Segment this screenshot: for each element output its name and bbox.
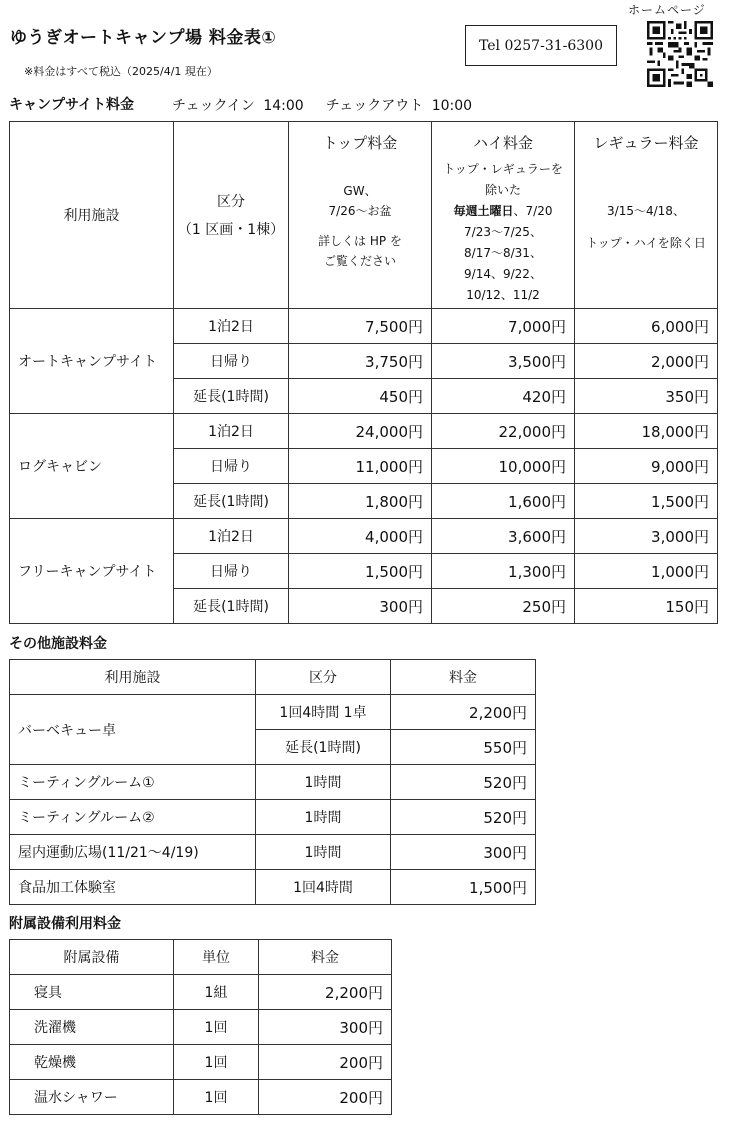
equipment-header-row: [10, 940, 392, 975]
top-price-cell: 300円: [289, 589, 432, 624]
facility-name: ログキャビン: [10, 414, 174, 519]
other-kubun-cell: 1回4時間: [256, 870, 391, 905]
regular-price-cell: 150円: [575, 589, 718, 624]
regular-note-line: トップ・ハイを除く日: [586, 236, 706, 250]
equipment-item-header: 附属設備: [10, 940, 174, 975]
top-price-title: トップ料金: [322, 134, 398, 152]
equipment-item: 寝具: [10, 975, 174, 1010]
other-facility-name: ミーティングルーム①: [10, 765, 256, 800]
facility-name: オートキャンプサイト: [10, 309, 174, 414]
high-note-line: 除いた: [484, 183, 521, 197]
high-price-cell: 7,000円: [432, 309, 575, 344]
other-price-cell: 300円: [391, 835, 536, 870]
top-note-line: GW、: [343, 184, 377, 198]
campsite-price-table: [9, 121, 718, 624]
high-price-title: ハイ料金: [472, 134, 533, 152]
high-note-line: 8/17～8/31、: [464, 246, 542, 260]
high-price-cell: 3,500円: [432, 344, 575, 379]
other-facility-table: [9, 659, 536, 905]
other-kubun-cell: 1回4時間 1卓: [256, 695, 391, 730]
checkin-checkout: [172, 95, 494, 115]
other-facility-name: 食品加工体験室: [10, 870, 256, 905]
tax-note: ※料金はすべて税込（2025/4/1 現在）: [24, 65, 218, 78]
bbq-name: バーベキュー卓: [10, 695, 256, 765]
equipment-unit: 1回: [174, 1010, 259, 1045]
qr-code-icon[interactable]: [647, 21, 713, 87]
equipment-unit: 1回: [174, 1045, 259, 1080]
equipment-item: 洗濯機: [10, 1010, 174, 1045]
kubun-header-line1: 区分: [217, 194, 245, 210]
regular-price-cell: 1,000円: [575, 554, 718, 589]
other-heading: その他施設料金: [9, 636, 107, 652]
checkin-time: チェックイン 14:00: [172, 98, 304, 114]
high-note-line: トップ・レギュラーを: [443, 162, 563, 176]
equipment-unit: 1組: [174, 975, 259, 1010]
equipment-price: 200円: [259, 1080, 392, 1115]
campsite-heading: キャンプサイト料金: [9, 97, 135, 113]
high-note-line: 9/14、9/22、: [464, 267, 542, 281]
top-price-cell: 7,500円: [289, 309, 432, 344]
equipment-item: 温水シャワー: [10, 1080, 174, 1115]
table-row: [10, 695, 536, 730]
high-note-line: 10/12、11/2: [466, 288, 540, 302]
kubun-header: [174, 122, 289, 309]
regular-price-header: [575, 122, 718, 309]
checkout-time: チェックアウト 10:00: [325, 98, 473, 114]
other-facility-name: 屋内運動広場(11/21～4/19): [10, 835, 256, 870]
regular-price-note: [575, 195, 717, 259]
top-price-cell: 11,000円: [289, 449, 432, 484]
kubun-header-line2: （1 区画・1棟）: [177, 222, 285, 238]
facility-header: 利用施設: [10, 122, 174, 309]
equipment-item: 乾燥機: [10, 1045, 174, 1080]
high-note-text: 、7/20: [513, 204, 553, 218]
equipment-unit-header: 単位: [174, 940, 259, 975]
table-row: [10, 870, 536, 905]
top-note-line: 詳しくは HP を: [318, 234, 402, 248]
high-price-cell: 10,000円: [432, 449, 575, 484]
regular-price-cell: 18,000円: [575, 414, 718, 449]
other-price-cell: 2,200円: [391, 695, 536, 730]
equipment-price: 300円: [259, 1010, 392, 1045]
top-price-cell: 4,000円: [289, 519, 432, 554]
top-price-note: [289, 181, 431, 271]
equipment-heading: 附属設備利用料金: [9, 916, 121, 932]
other-facility-name: ミーティングルーム②: [10, 800, 256, 835]
other-price-cell: 1,500円: [391, 870, 536, 905]
top-price-cell: 1,800円: [289, 484, 432, 519]
kubun-cell: 延長(1時間): [174, 589, 289, 624]
high-price-cell: 1,600円: [432, 484, 575, 519]
table-row: [10, 414, 718, 449]
regular-price-title: レギュラー料金: [593, 134, 699, 152]
campsite-header-row: [10, 122, 718, 309]
regular-price-cell: 6,000円: [575, 309, 718, 344]
tel-box: Tel 0257-31-6300: [465, 25, 617, 66]
other-facility-header: 利用施設: [10, 660, 256, 695]
table-row: [10, 1010, 392, 1045]
regular-price-cell: 3,000円: [575, 519, 718, 554]
kubun-cell: 1泊2日: [174, 519, 289, 554]
other-price-header: 料金: [391, 660, 536, 695]
table-row: [10, 519, 718, 554]
table-row: [10, 975, 392, 1010]
other-price-cell: 550円: [391, 730, 536, 765]
other-header-row: [10, 660, 536, 695]
high-price-cell: 420円: [432, 379, 575, 414]
high-note-line: 7/23～7/25、: [464, 225, 542, 239]
other-kubun-cell: 1時間: [256, 765, 391, 800]
kubun-cell: 延長(1時間): [174, 484, 289, 519]
table-row: [10, 765, 536, 800]
high-price-header: [432, 122, 575, 309]
table-row: [10, 800, 536, 835]
table-row: [10, 1045, 392, 1080]
high-price-cell: 3,600円: [432, 519, 575, 554]
equipment-price-header: 料金: [259, 940, 392, 975]
kubun-cell: 日帰り: [174, 344, 289, 379]
equipment-unit: 1回: [174, 1080, 259, 1115]
top-price-cell: 1,500円: [289, 554, 432, 589]
page-title: ゆうぎオートキャンプ場 料金表①: [10, 28, 277, 48]
other-kubun-cell: 1時間: [256, 800, 391, 835]
other-kubun-header: 区分: [256, 660, 391, 695]
regular-price-cell: 350円: [575, 379, 718, 414]
high-note-line: [432, 201, 574, 222]
top-note-line: 7/26～お盆: [328, 204, 392, 218]
equipment-table: [9, 939, 392, 1115]
high-price-cell: 250円: [432, 589, 575, 624]
other-kubun-cell: 1時間: [256, 835, 391, 870]
homepage-label: ホームページ: [628, 3, 706, 17]
kubun-cell: 1泊2日: [174, 309, 289, 344]
top-price-header: [289, 122, 432, 309]
kubun-cell: 延長(1時間): [174, 379, 289, 414]
other-price-cell: 520円: [391, 800, 536, 835]
top-price-cell: 450円: [289, 379, 432, 414]
equipment-price: 2,200円: [259, 975, 392, 1010]
other-kubun-cell: 延長(1時間): [256, 730, 391, 765]
regular-price-cell: 9,000円: [575, 449, 718, 484]
regular-price-cell: 1,500円: [575, 484, 718, 519]
regular-price-cell: 2,000円: [575, 344, 718, 379]
table-row: [10, 1080, 392, 1115]
kubun-cell: 1泊2日: [174, 414, 289, 449]
kubun-cell: 日帰り: [174, 449, 289, 484]
high-price-note: [432, 159, 574, 306]
high-note-bold: 毎週土曜日: [453, 204, 514, 218]
top-price-cell: 3,750円: [289, 344, 432, 379]
top-price-cell: 24,000円: [289, 414, 432, 449]
table-row: [10, 835, 536, 870]
high-price-cell: 1,300円: [432, 554, 575, 589]
equipment-price: 200円: [259, 1045, 392, 1080]
regular-note-line: 3/15～4/18、: [607, 204, 685, 218]
kubun-cell: 日帰り: [174, 554, 289, 589]
top-note-line: ご覧ください: [323, 254, 396, 268]
high-price-cell: 22,000円: [432, 414, 575, 449]
table-row: [10, 309, 718, 344]
facility-name: フリーキャンプサイト: [10, 519, 174, 624]
other-price-cell: 520円: [391, 765, 536, 800]
